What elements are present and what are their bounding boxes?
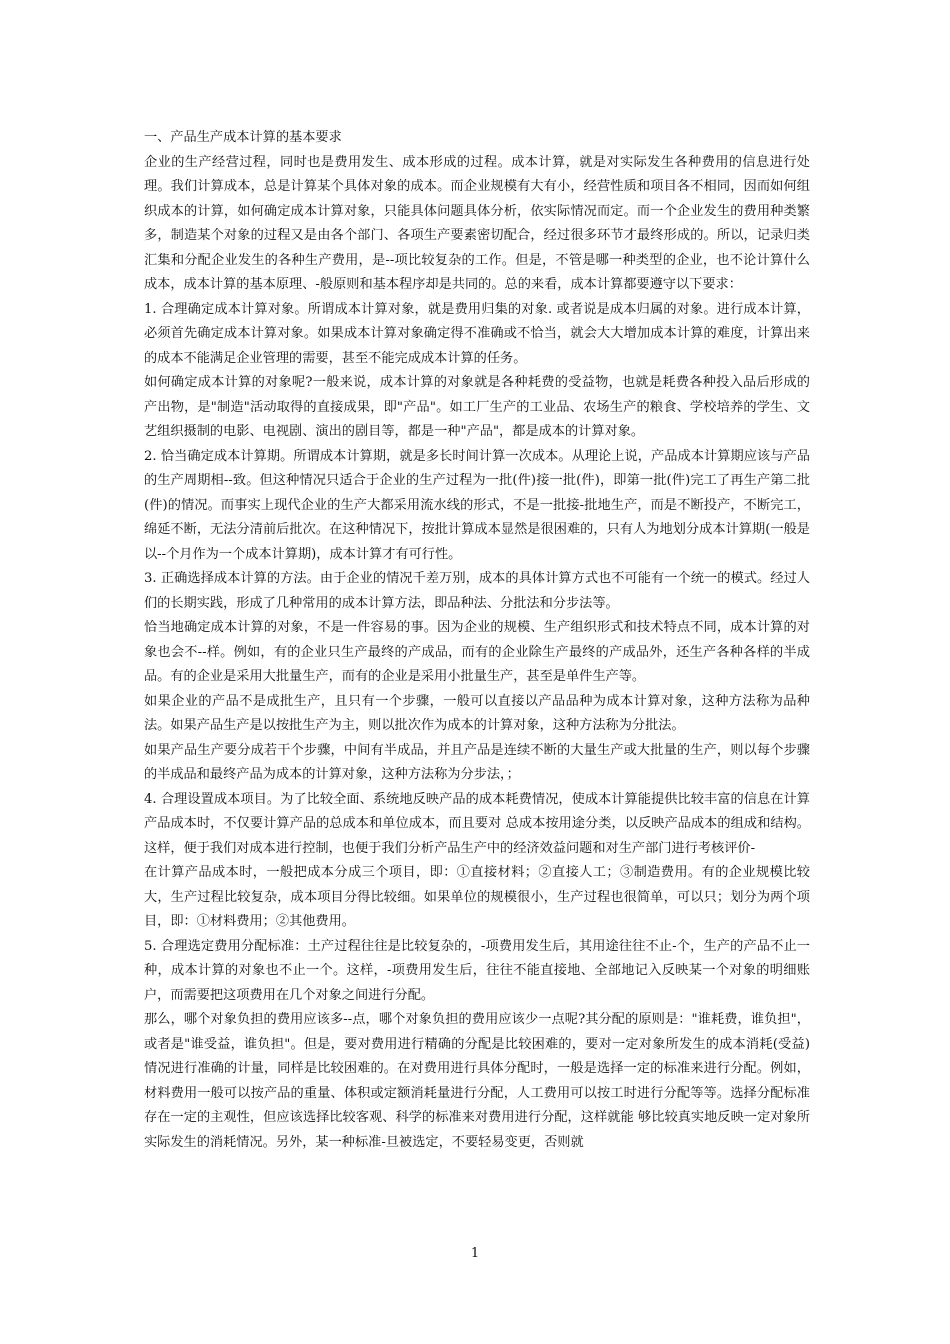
paragraph: 企业的生产经营过程，同时也是费用发生、成本形成的过程。成本计算，就是对实际发生各种费用的信息进行处理。我们计算成本，总是计算某个具体对象的成本。而企业规模有大有小，经营性质和项目各不相同，因而如何组织成本的计算，如何确定成本计算对象，只能具体问题具体分析，依实际情况而定。而一个企业发生的费用种类繁多，制造某个对象的过程又是由各个部门、各项生产要素密切配合，经过很多环节才最终形成的。所以，记录归类汇集和分配企业发生的各种生产费用，是--项比较复杂的工作。但是，不管是哪一种类型的企业，也不论计算什么成本，成本计算的基本原理、-般原则和基本程序却是共同的。总的来看，成本计算都要遵守以下要求：: [144, 154, 810, 292]
paragraph: 如果产品生产要分成若干个步骤，中间有半成品，并且产品是连续不断的大量生产或大批量的生产，则以每个步骤的半成品和最终产品为成本的计算对象，这种方法称为分步法，；: [144, 742, 810, 782]
paragraph: 如何确定成本计算的对象呢?一般来说，成本计算的对象就是各种耗费的受益物，也就是耗费各种投入品后形成的产出物，是"制造"活动取得的直接成果，即"产品"。如工厂生产的工业品、农场生产的粮食、学校培养的学生、文艺组织摄制的电影、电视剧、演出的剧目等，都是一种"产品"，都是成本的计算对象。: [144, 375, 810, 439]
document-body: [144, 126, 810, 1155]
paragraph: 5. 合理选定费用分配标准：土产过程往往是比较复杂的，-项费用发生后，其用途往往不止-个，生产的产品不止一种，成本计算的对象也不止一个。这样，-项费用发生后，往往不能直接地、全部地记入反映某一个对象的明细账户，而需要把这项费用在几个对象之间进行分配。: [144, 938, 810, 1003]
paragraph: 2. 恰当确定成本计算期。所谓成本计算期，就是多长时间计算一次成本。从理论上说，产品成本计算期应该与产品的生产周期相--致。但这种情况只适合于企业的生产过程为一批(件)接一批(件)，即第一批(件)完工了再生产第二批(件)的情况。而事实上现代企业的生产大都采用流水线的形式，不是一批接-批地生产，而是不断投产，不断完工，绵延不断，无法分清前后批次。在这种情况下，按批计算成本显然是很困难的，只有人为地划分成本计算期(一般是以--个月作为一个成本计算期)，成本计算才有可行性。: [144, 448, 810, 562]
paragraph: 4. 合理设置成本项目。为了比较全面、系统地反映产品的成本耗费情况，使成本计算能提供比较丰富的信息在计算产品成本时，不仅要计算产品的总成本和单位成本，而且要对 总成本按用途分类，以反映产品成本的组成和结构。这样，便于我们对成本进行控制，也便于我们分析产品生产中的经济效益问题和对生产部门进行考核评价-: [144, 791, 810, 856]
paragraph: 如果企业的产品不是成批生产，且只有一个步骤，一般可以直接以产品品种为成本计算对象，这种方法称为品种法。如果产品生产是以按批生产为主，则以批次作为成本的计算对象，这种方法称为分批法。: [144, 693, 810, 733]
paragraph: 那么，哪个对象负担的费用应该多--点，哪个对象负担的费用应该少一点呢?其分配的原则是："谁耗费，谁负担"，或者是"谁受益，谁负担"。但是，要对费用进行精确的分配是比较困难的，要对一定对象所发生的成本消耗(受益)情况进行准确的计量，同样是比较困难的。在对费用进行具体分配时，一般是选择一定的标准来进行分配。例如，材料费用一般可以按产品的重量、体积或定额消耗量进行分配，人工费用可以按工时进行分配等等。选择分配标准存在一定的主观性，但应该选择比较客观、科学的标准来对费用进行分配，这样就能 够比较真实地反映一定对象所实际发生的消耗情况。另外，某一种标准-旦被选定，不要轻易变更，否则就: [144, 1012, 810, 1150]
paragraph: 1. 合理确定成本计算对象。所谓成本计算对象，就是费用归集的对象. 或者说是成本归属的对象。进行成本计算，必须首先确定成本计算对象。如果成本计算对象确定得不准确或不恰当，就会大大增加成本计算的难度，计算出来的成本不能满足企业管理的需要，甚至不能完成成本计算的任务。: [144, 301, 810, 366]
paragraph: 恰当地确定成本计算的对象，不是一件容易的事。因为企业的规模、生产组织形式和技术特点不同，成本计算的对象也会不--样。例如，有的企业只生产最终的产成品，而有的企业除生产最终的产成品外，还生产各种各样的半成品。有的企业是采用大批量生产，而有的企业是采用小批量生产，甚至是单件生产等。: [144, 620, 810, 684]
page-number: 1: [470, 1246, 480, 1261]
paragraph: 在计算产品成本时，一般把成本分成三个项目，即：①直接材料；②直接人工；③制造费用。有的企业规模比较大，生产过程比较复杂，成本项目分得比较细。如果单位的规模很小，生产过程也很简单，可以只；划分为两个项目，即：①材料费用；②其他费用。: [144, 865, 810, 929]
paragraph: 3. 正确选择成本计算的方法。由于企业的情况千差万别，成本的具体计算方式也不可能有一个统一的模式。经过人们的长期实践，形成了几种常用的成本计算方法，即品种法、分批法和分步法等。: [144, 571, 810, 611]
section-heading: 一、产品生产成本计算的基本要求: [144, 130, 342, 145]
